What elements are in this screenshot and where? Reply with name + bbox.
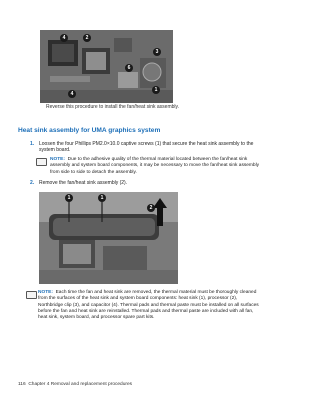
note-label: NOTE: [50,157,65,162]
callout-4-bottom: 4 [68,90,76,98]
callout-2: 2 [147,204,155,212]
note-icon [26,291,37,299]
note-text-line: Northbridge clip (3), and capacitor (4). Thermal pads and thermal paste must be installed on all surfaces [38,302,259,308]
callout-1-right: 1 [98,194,106,202]
figure-caption: Reverse this procedure to install the fan/heat sink assembly. [46,104,180,110]
callout-6: 6 [125,64,133,72]
heat-sink-illustration [39,192,178,284]
callout-2: 2 [83,34,91,42]
page-number: 116 [18,382,26,387]
note-icon [36,158,47,166]
page-footer [18,382,132,387]
step-2 [30,180,285,186]
callout-1-left: 1 [65,194,73,202]
callout-1: 1 [152,86,160,94]
step-text-line: Remove the fan/heat sink assembly (2). [39,180,128,186]
chapter-title: Chapter 4 Removal and replacement procedures [28,382,133,387]
step-text-line: system board. [39,147,71,154]
note-1 [50,157,290,176]
note-text-line: heat sink, system board, and processor spare part kits. [38,315,155,321]
note-text-line: assembly and system board components, it may be necessary to move the fan/heat sink assembly [50,163,260,169]
step-1 [30,141,285,154]
note-label: NOTE: [38,290,53,295]
note-text-line: from side to side to detach the assembly. [50,169,137,175]
note-text-line: from the surfaces of the heat sink and system board components: heat sink (1), processor (2), [38,296,238,302]
step-number: 2. [30,180,35,186]
callout-3: 3 [153,48,161,56]
system-board-photo [40,30,173,103]
step-number: 1. [30,141,35,147]
note-text-line: before the fan and heat sink are reinstalled. Thermal pads and thermal paste are included with all fan, [38,308,254,314]
heat-sink-photo [39,192,178,284]
step-text-line: Loosen the four Phillips PM2.0×10.0 captive screws (1) that secure the heat sink assembly to the [39,141,254,147]
note-2 [38,290,293,321]
note-text-line: Each time the fan and heat sink are removed, the thermal material must be thoroughly cleaned [55,290,257,295]
note-text-line: Due to the adhesive quality of the thermal material located between the fan/heat sink [67,157,248,162]
callout-4-top: 4 [60,34,68,42]
section-heading: Heat sink assembly for UMA graphics system [18,127,161,134]
